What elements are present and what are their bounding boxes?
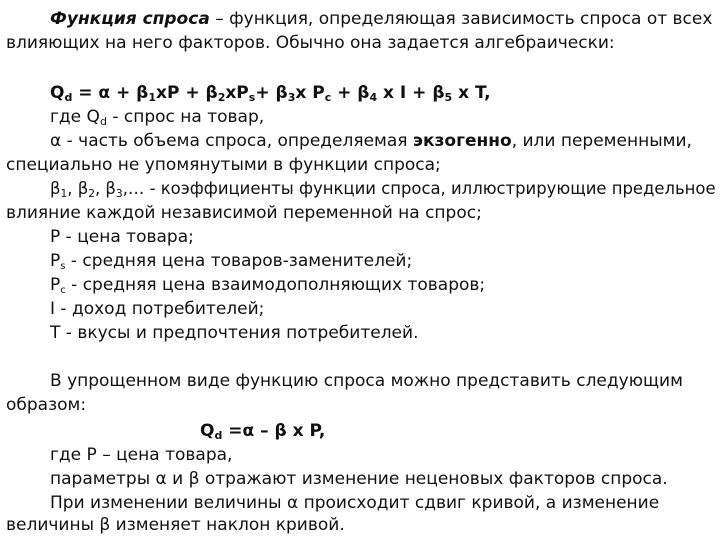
def-t: T - вкусы и предпочтения потребителей. <box>50 323 419 343</box>
intro-line-2: влияющих на него факторов. Обычно она задается алгебраически: <box>6 33 615 53</box>
def-alpha-cont: специально не упомянутыми в функции спроса; <box>6 155 441 175</box>
simplified-where: где P – цена товара, <box>50 445 233 465</box>
demand-formula: $Q_d = \alpha + \beta_1xP + \beta_2xP_s+ \beta_3x$ $P_c + \beta_4$ x $I + \beta_5$ x T, <box>50 83 491 104</box>
def-i: I - доход потребителей; <box>50 299 265 319</box>
def-p: P - цена товара; <box>50 227 194 247</box>
def-beta: $\beta_1$, $\beta_2$, $\beta_3,\dots$ - коэффициенты функции спроса, иллюстрирующие предельное <box>50 179 716 200</box>
def-qd: где $Q_d$ - спрос на товар, <box>50 107 265 128</box>
intro-line-1: Функция спроса – функция, определяющая зависимость спроса от всех <box>50 9 713 29</box>
term-demand-function: Функция спроса <box>50 9 210 29</box>
simplified-change-2: величины β изменяет наклон кривой. <box>6 515 345 535</box>
def-ps: Ps - средняя цена товаров-заменителей; <box>50 251 413 272</box>
simplified-line-2: образом: <box>6 395 87 415</box>
exogenous-term: экзогенно <box>412 131 512 151</box>
def-alpha: α - часть объема спроса, определяемая экзогенно, или переменными, <box>50 131 692 151</box>
def-beta-cont: влияние каждой независимой переменной на спрос; <box>6 203 482 223</box>
def-pc: Pc - средняя цена взаимодополняющих товаров; <box>50 275 486 296</box>
simplified-params: параметры α и β отражают изменение неценовых факторов спроса. <box>50 469 668 489</box>
simplified-formula: $Q_d =\alpha - \beta$ x P, <box>200 421 326 442</box>
simplified-line-1: В упрощенном виде функцию спроса можно представить следующим <box>50 371 683 391</box>
simplified-change-1: При изменении величины α происходит сдвиг кривой, а изменение <box>50 493 660 513</box>
